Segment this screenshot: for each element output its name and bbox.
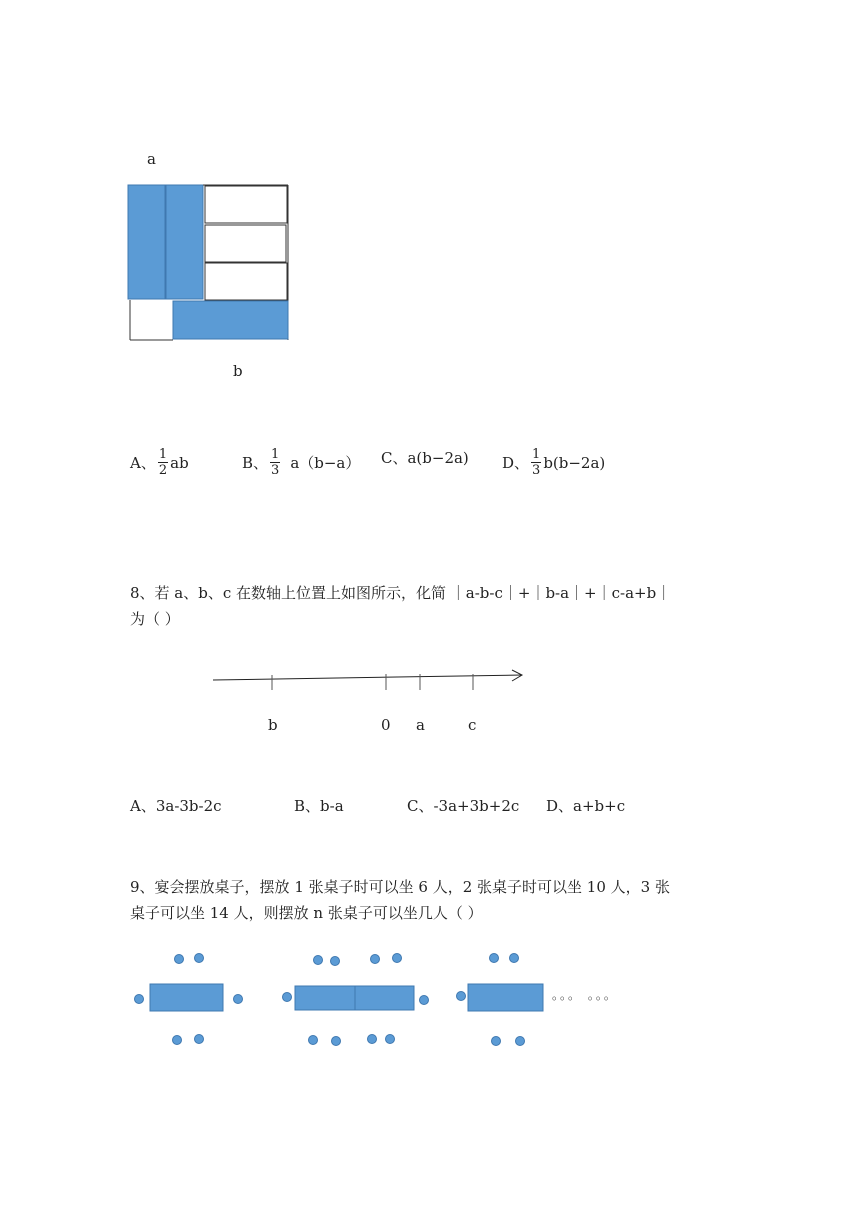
seat-dot — [386, 1035, 395, 1044]
continuation-ellipsis: 。。。 。。。 — [552, 988, 618, 1002]
seat-dot — [332, 1037, 341, 1046]
seat-dot — [175, 955, 184, 964]
q7-option-a: A、 $\frac{1}{2}$ ab — [130, 447, 189, 478]
q8-option-b: B、b-a — [294, 797, 344, 815]
q8-text-line2: 为（ ） — [130, 610, 180, 628]
seat-dot — [368, 1035, 377, 1044]
fraction: $\frac{1}{3}$ — [271, 447, 280, 478]
q7-option-b: B、 $\frac{1}{3}$ a（b−a） — [242, 447, 361, 478]
axis-label-b: b — [268, 716, 278, 734]
fraction: $\frac{1}{3}$ — [532, 447, 541, 478]
table — [150, 984, 223, 1011]
axis-label-c: c — [468, 716, 477, 734]
q8-text-line1: 8、若 a、b、c 在数轴上位置上如图所示，化简 ｜a-b-c｜+｜b-a｜+｜c-a+b｜ — [130, 584, 672, 602]
seat-dot — [173, 1036, 182, 1045]
figure-label-a: a — [147, 150, 156, 168]
seat-dot — [492, 1037, 501, 1046]
q7-option-c: C、a(b−2a) — [381, 449, 469, 467]
q8-option-a: A、3a-3b-2c — [130, 797, 222, 815]
q8-option-c: C、-3a+3b+2c — [407, 797, 520, 815]
seat-dot — [331, 957, 340, 966]
seat-dot — [234, 995, 243, 1004]
seat-dot — [490, 954, 499, 963]
seat-dot — [457, 992, 466, 1001]
table — [295, 986, 355, 1010]
q7-option-d: D、 $\frac{1}{3}$ b(b−2a) — [502, 447, 606, 478]
q8-option-d: D、a+b+c — [546, 797, 626, 815]
figure-label-b: b — [233, 362, 243, 380]
seat-dot — [420, 996, 429, 1005]
seat-dot — [283, 993, 292, 1002]
seat-dot — [510, 954, 519, 963]
seat-dot — [393, 954, 402, 963]
seat-dot — [135, 995, 144, 1004]
seat-dot — [195, 954, 204, 963]
fraction: $\frac{1}{2}$ — [158, 447, 168, 478]
q9-text-line2: 桌子可以坐 14 人，则摆放 n 张桌子可以坐几人（ ） — [130, 904, 483, 922]
seat-dot — [516, 1037, 525, 1046]
seat-dot — [314, 956, 323, 965]
seat-dot — [371, 955, 380, 964]
seat-dot — [195, 1035, 204, 1044]
table — [468, 984, 543, 1011]
axis-label-a: a — [416, 716, 425, 734]
seat-dot — [309, 1036, 318, 1045]
q9-text-line1: 9、宴会摆放桌子，摆放 1 张桌子时可以坐 6 人，2 张桌子时可以坐 10 人，3 张 — [130, 878, 670, 896]
table — [355, 986, 414, 1010]
axis-label-0: 0 — [381, 716, 391, 734]
